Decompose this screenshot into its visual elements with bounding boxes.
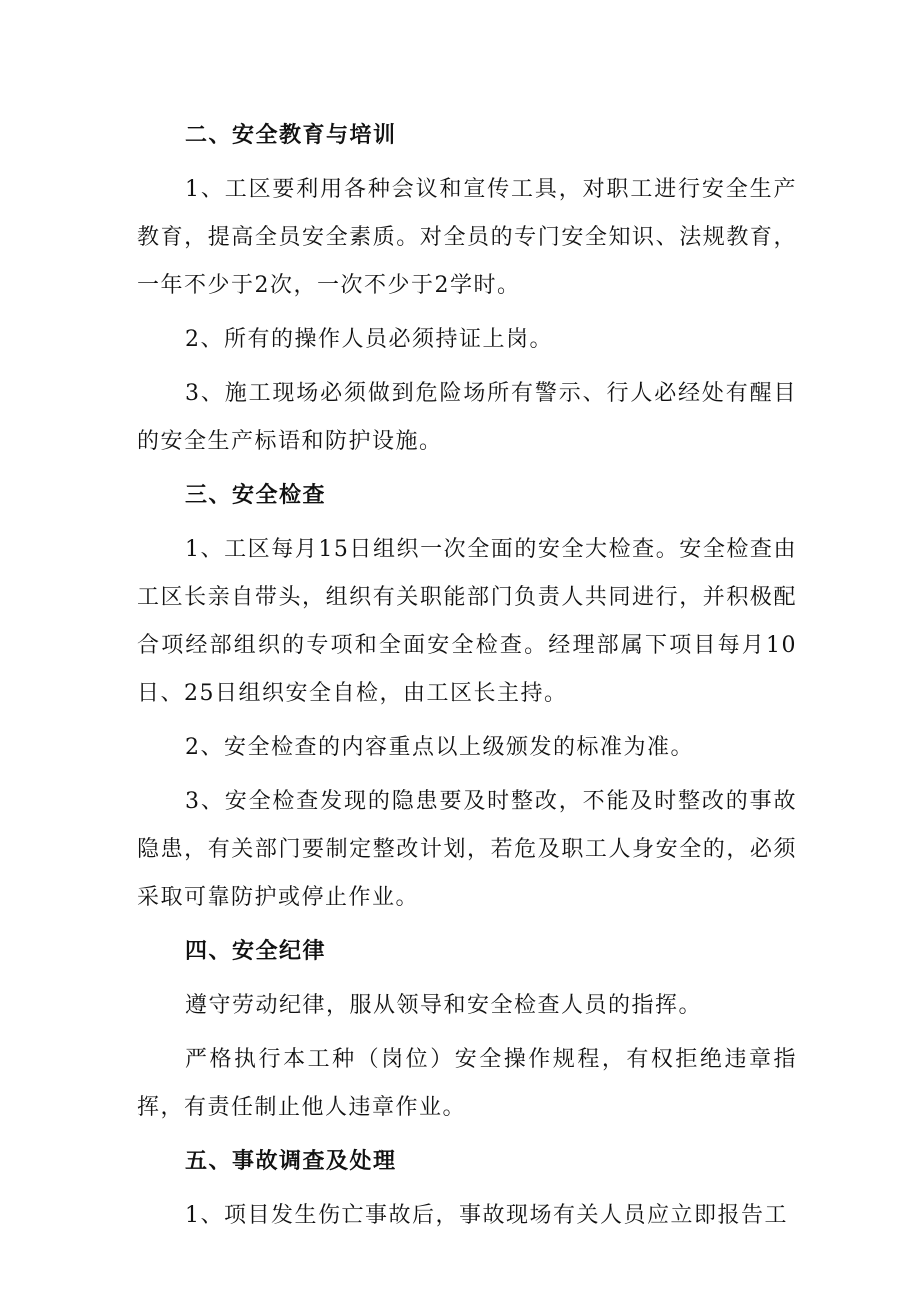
section-heading: 五、事故调查及处理 [185,1149,397,1174]
paragraph: 3、安全检查发现的隐患要及时整改，不能及时整改的事故隐患，有关部门要制定整改计划，若危及职工人身安全的，必须采取可靠防护或停止作业。 [137,789,797,910]
paragraph: 3、施工现场必须做到危险场所有警示、行人必经处有醒目的安全生产标语和防护设施。 [137,381,797,454]
paragraph: 2、所有的操作人员必须持证上岗。 [185,327,553,352]
paragraph: 严格执行本工种（岗位）安全操作规程，有权拒绝违章指挥，有责任制止他人违章作业。 [137,1047,797,1120]
paragraph: 1、工区要利用各种会议和宣传工具，对职工进行安全生产教育，提高全员安全素质。对全员的专门安全知识、法规教育，一年不少于2次，一次不少于2学时。 [137,177,797,298]
paragraph: 1、项目发生伤亡事故后，事故现场有关人员应立即报告工 [185,1203,788,1228]
section-heading: 三、安全检查 [185,483,327,508]
section-heading: 四、安全纪律 [185,939,327,964]
paragraph: 遵守劳动纪律，服从领导和安全检查人员的指挥。 [185,993,703,1018]
document-body [137,112,797,1240]
paragraph: 2、安全检查的内容重点以上级颁发的标准为准。 [185,735,694,760]
paragraph: 1、工区每月15日组织一次全面的安全大检查。安全检查由工区长亲自带头，组织有关职能部门负责人共同进行，并积极配合项经部组织的专项和全面安全检查。经理部属下项目每月10日、25日组织安全自检，由工区长主持。 [137,537,797,706]
section-heading: 二、安全教育与培训 [185,123,397,148]
